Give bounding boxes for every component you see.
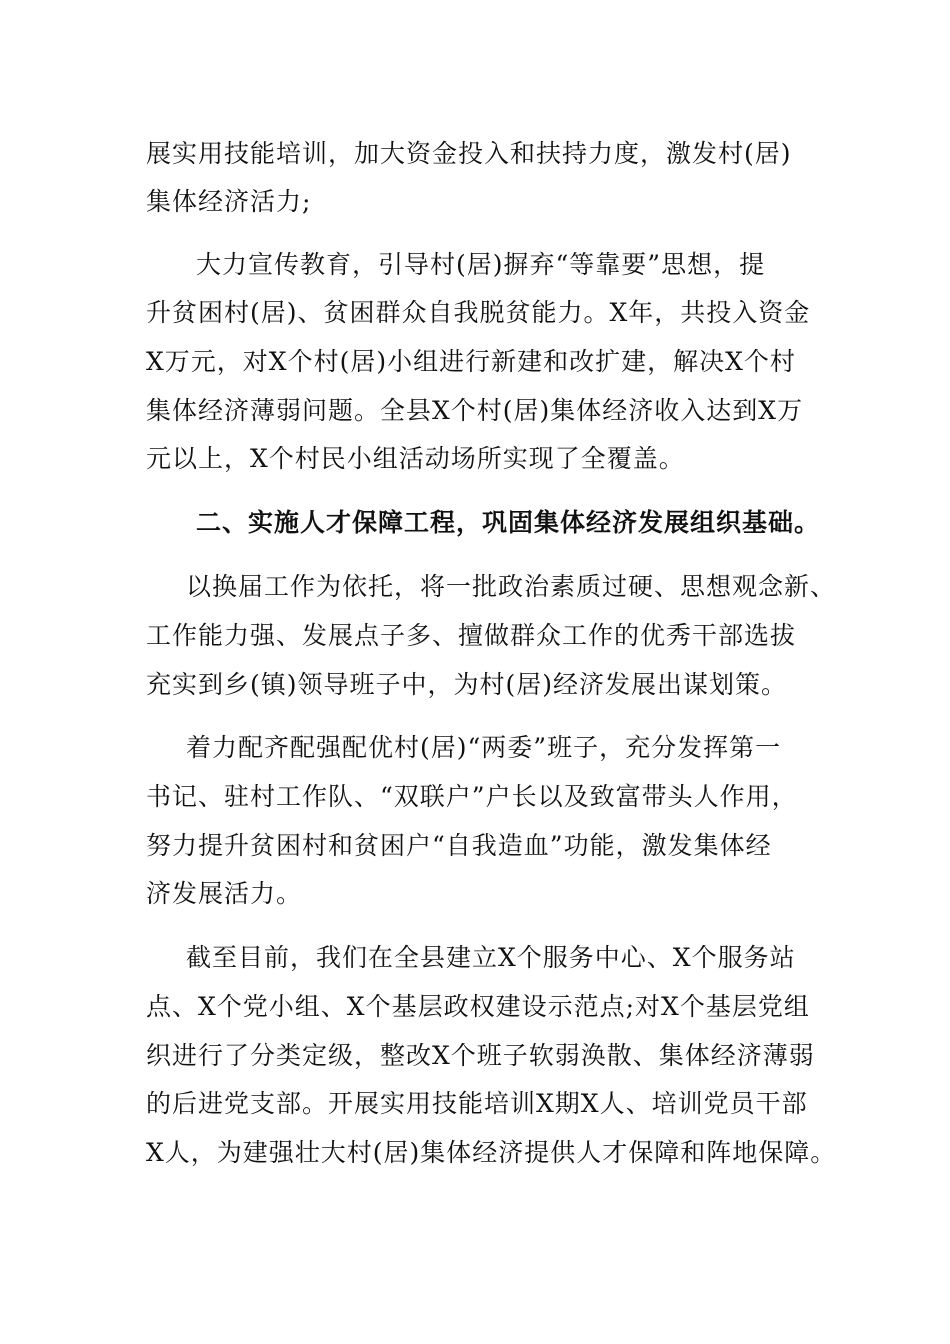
paragraph-2-line-2: 升贫困村(居)、贫困群众自我脱贫能力。X年，共投入资金: [146, 298, 811, 327]
paragraph-4-line-4: 济发展活力。: [146, 879, 303, 908]
paragraph-2-line-4: 集体经济薄弱问题。全县X个村(居)集体经济收入达到X万: [146, 396, 804, 425]
paragraph-2-line-1: 大力宣传教育，引导村(居)摒弃“等靠要”思想，提: [196, 250, 766, 279]
paragraph-1-line-1: 展实用技能培训，加大资金投入和扶持力度，激发村(居): [146, 139, 792, 168]
paragraph-2-line-5: 元以上，X个村民小组活动场所实现了全覆盖。: [146, 444, 685, 473]
section-heading: 二、实施人才保障工程，巩固集体经济发展组织基础。: [196, 508, 821, 537]
paragraph-5-line-2: 点、X个党小组、X个基层政权建设示范点;对X个基层党组: [146, 992, 810, 1021]
paragraph-2-line-3: X万元，对X个村(居)小组进行新建和改扩建，解决X个村: [146, 347, 796, 376]
paragraph-5-line-4: 的后进党支部。开展实用技能培训X期X人、培训党员干部: [146, 1089, 808, 1118]
paragraph-3-line-1: 以换届工作为依托，将一批政治素质过硬、思想观念新、: [186, 572, 837, 601]
paragraph-4-line-2: 书记、驻村工作队、“双联户”户长以及致富带头人作用，: [146, 782, 798, 811]
paragraph-3-line-2: 工作能力强、发展点子多、擅做群众工作的优秀干部选拔: [146, 621, 797, 650]
paragraph-4-line-1: 着力配齐配强配优村(居)“两委”班子，充分发挥第一: [186, 733, 782, 762]
paragraph-4-line-3: 努力提升贫困村和贫困户“自我造血”功能，激发集体经: [146, 831, 772, 860]
paragraph-3-line-3: 充实到乡(镇)领导班子中，为村(居)经济发展出谋划策。: [146, 670, 788, 699]
paragraph-1-line-2: 集体经济活力;: [146, 187, 312, 216]
paragraph-5-line-5: X人，为建强壮大村(居)集体经济提供人才保障和阵地保障。: [146, 1138, 837, 1167]
paragraph-5-line-3: 织进行了分类定级，整改X个班子软弱涣散、集体经济薄弱: [146, 1041, 815, 1070]
paragraph-5-line-1: 截至目前，我们在全县建立X个服务中心、X个服务站: [186, 943, 796, 972]
